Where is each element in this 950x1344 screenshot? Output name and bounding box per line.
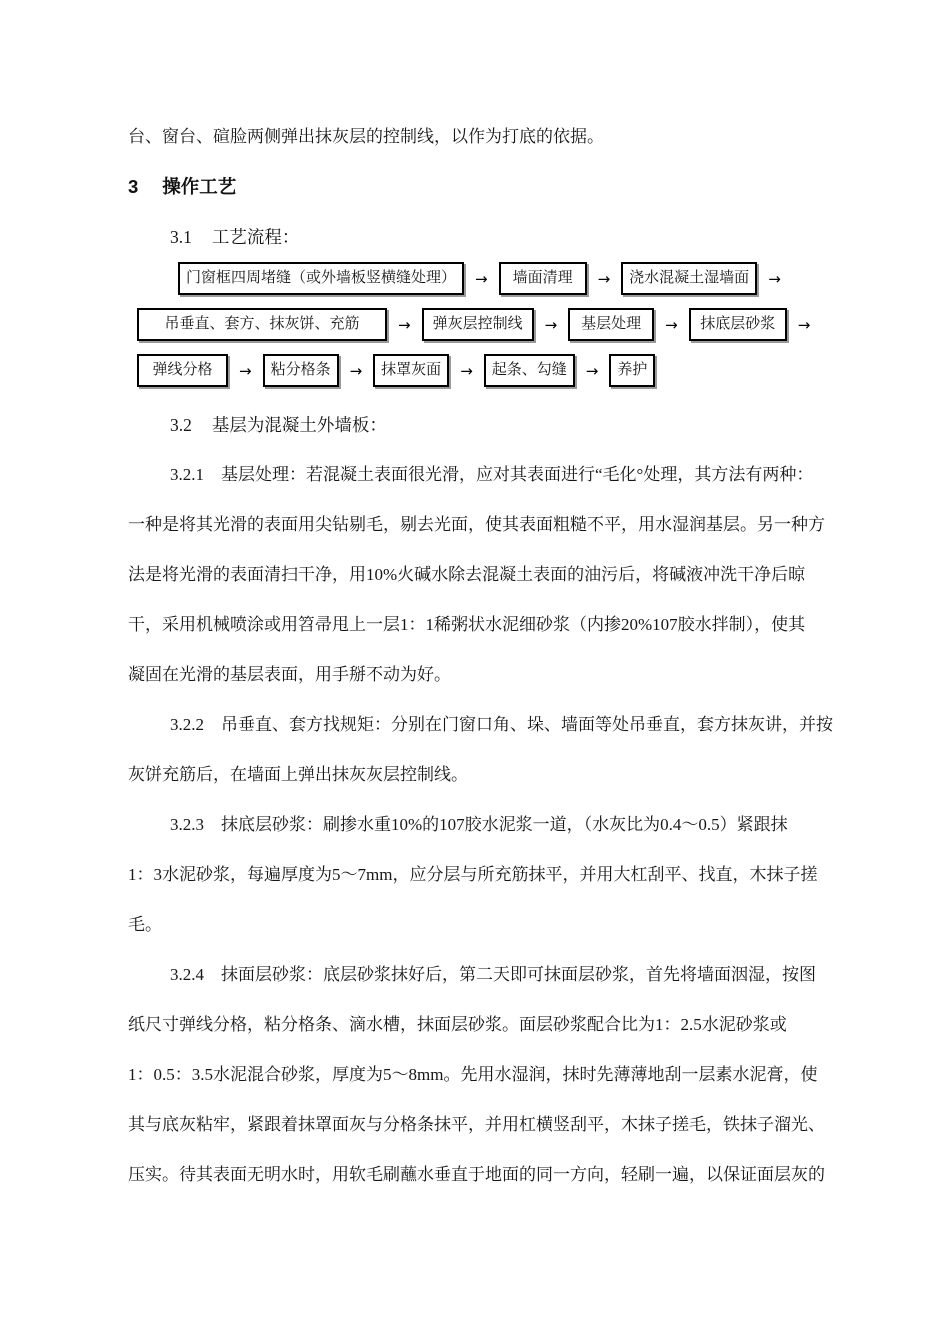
flow-step-box: 起条、勾缝 bbox=[484, 354, 575, 387]
paragraph-line: 3.2.1 基层处理：若混凝土表面很光滑，应对其表面进行“毛化°处理，其方法有两种： bbox=[170, 465, 814, 484]
flow-arrow-icon: → bbox=[239, 361, 252, 380]
flow-step-box: 抹底层砂浆 bbox=[689, 308, 787, 341]
paragraph-3-2-2 bbox=[128, 700, 833, 800]
paragraph-line: 3.2.2 吊垂直、套方找规矩：分别在门窗口角、垛、墙面等处吊垂直，套方抹灰讲，并按 bbox=[170, 715, 833, 734]
flow-step-box: 抹罩灰面 bbox=[373, 354, 449, 387]
flow-step-box: 粘分格条 bbox=[263, 354, 339, 387]
paragraph-line: 凝固在光滑的基层表面，用手掰不动为好。 bbox=[128, 665, 451, 684]
paragraph-line: 毛。 bbox=[128, 915, 162, 934]
paragraph-3-2-1 bbox=[128, 450, 824, 700]
paragraph-line: 3.2.4 抹面层砂浆：底层砂浆抹好后，第二天即可抹面层砂浆，首先将墙面洇湿，按图 bbox=[170, 965, 816, 984]
flow-step-box: 养护 bbox=[609, 354, 655, 387]
flow-step-box: 门窗框四周堵缝（或外墙板竖横缝处理） bbox=[178, 262, 464, 295]
paragraph-line: 其与底灰粘牢，紧跟着抹罩面灰与分格条抹平，并用杠横竖刮平，木抹子搓毛，铁抹子溜光、 bbox=[128, 1115, 825, 1134]
flow-step-box: 弹线分格 bbox=[137, 354, 228, 387]
flow-arrow-icon: → bbox=[665, 315, 678, 334]
flow-arrow-icon: → bbox=[544, 315, 558, 334]
flow-arrow-icon: → bbox=[398, 315, 411, 334]
flow-arrow-icon: → bbox=[349, 361, 363, 380]
section-number: 3 bbox=[128, 176, 139, 197]
flow-arrow-icon: → bbox=[768, 269, 781, 288]
paragraph-line: 一种是将其光滑的表面用尖钻剔毛，剔去光面，使其表面粗糙不平，用水湿润基层。另一种方 bbox=[128, 515, 825, 534]
subsection-number: 3.2 bbox=[170, 415, 192, 435]
paragraph-3-2-4 bbox=[128, 950, 824, 1200]
flow-arrow-icon: → bbox=[585, 361, 599, 380]
subsection-3-1 bbox=[128, 212, 824, 262]
flow-arrow-icon: → bbox=[460, 361, 473, 380]
section-heading bbox=[128, 162, 824, 212]
flow-arrow-icon: → bbox=[475, 269, 488, 288]
paragraph-line: 法是将光滑的表面清扫干净，用10%火碱水除去混凝土表面的油污后，将碱液冲洗干净后晾 bbox=[128, 565, 806, 584]
flow-arrow-icon: → bbox=[797, 315, 811, 334]
flow-step-box: 吊垂直、套方、抹灰饼、充筋 bbox=[137, 308, 387, 341]
flow-step-box: 基层处理 bbox=[568, 308, 654, 341]
paragraph-continuation-line: 台、窗台、碹脸两侧弹出抹灰层的控制线，以作为打底的依据。 bbox=[128, 127, 604, 146]
paragraph-3-2-3 bbox=[128, 800, 824, 950]
flowchart-row-3 bbox=[137, 354, 824, 387]
flow-step-box: 弹灰层控制线 bbox=[422, 308, 534, 341]
paragraph-line: 1：0.5：3.5水泥混合砂浆，厚度为5～8mm。先用水湿润，抹时先薄薄地刮一层素水泥膏，使 bbox=[128, 1065, 818, 1084]
flowchart-row-2 bbox=[137, 308, 824, 341]
subsection-title: 基层为混凝土外墙板： bbox=[211, 415, 387, 435]
paragraph-line: 灰饼充筋后，在墙面上弹出抹灰灰层控制线。 bbox=[128, 765, 468, 784]
flow-step-box: 墙面清理 bbox=[499, 262, 587, 295]
subsection-3-2 bbox=[128, 400, 824, 450]
paragraph-line: 压实。待其表面无明水时，用软毛刷蘸水垂直于地面的同一方向，轻刷一遍，以保证面层灰的 bbox=[128, 1165, 825, 1184]
paragraph-line: 干，采用机械喷涂或用笤帚甩上一层1：1稀粥状水泥细砂浆（内掺20%107胶水拌制），使其 bbox=[128, 615, 806, 634]
flow-arrow-icon: → bbox=[597, 269, 611, 288]
section-title: 操作工艺 bbox=[162, 176, 237, 197]
paragraph-line: 1：3水泥砂浆，每遍厚度为5～7mm，应分层与所充筋抹平，并用大杠刮平、找直，木抹子搓 bbox=[128, 865, 818, 884]
paragraph-line: 3.2.3 抹底层砂浆：刷掺水重10%的107胶水泥浆一道，（水灰比为0.4～0.5）紧跟抹 bbox=[170, 815, 788, 834]
subsection-title: 工艺流程： bbox=[211, 227, 300, 247]
paragraph-line: 纸尺寸弹线分格，粘分格条、滴水槽，抹面层砂浆。面层砂浆配合比为1：2.5水泥砂浆或 bbox=[128, 1015, 787, 1034]
flowchart-row-1 bbox=[178, 262, 824, 295]
flow-step-box: 浇水混凝土湿墙面 bbox=[621, 262, 757, 295]
subsection-number: 3.1 bbox=[170, 227, 192, 247]
